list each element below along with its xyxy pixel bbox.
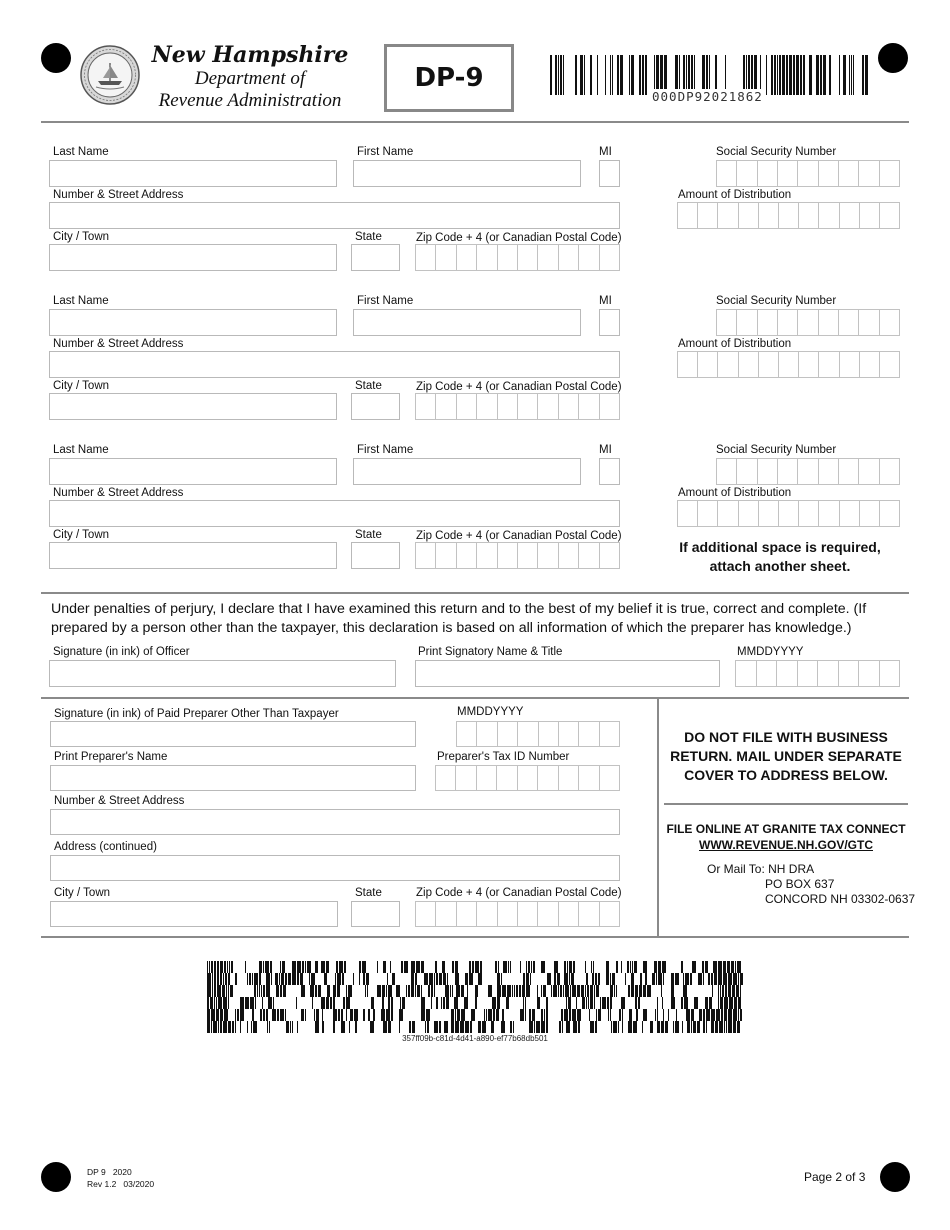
comb-cell [599,393,620,420]
address-below-notice: COVER TO ADDRESS BELOW. [684,767,888,783]
comb-cell [797,458,817,485]
preparer-street-field[interactable] [50,809,620,835]
comb-cell [558,765,578,791]
comb-cell [717,351,737,378]
comb-cell [578,721,598,747]
comb-cell [858,458,878,485]
comb-cell [736,160,756,187]
page-number: Page 2 of 3 [804,1170,866,1184]
comb-cell [677,202,697,229]
recipient-3-first-name-label: First Name [357,444,414,456]
comb-cell [716,458,736,485]
comb-cell [879,160,900,187]
vertical-divider [657,697,659,937]
recipient-3-last-name-field[interactable] [49,458,337,485]
recipient-2-last-name-field[interactable] [49,309,337,336]
comb-cell [717,202,737,229]
registration-mark [41,1162,71,1192]
gtc-link[interactable]: WWW.REVENUE.NH.GOV/GTC [699,838,873,852]
comb-cell [738,351,758,378]
comb-cell [599,901,620,927]
recipient-3-amount-field[interactable] [677,500,900,527]
comb-cell [858,660,879,687]
comb-cell [818,160,838,187]
comb-cell [879,202,900,229]
file-online-notice: FILE ONLINE AT GRANITE TAX CONNECT [666,822,906,836]
comb-cell [456,721,476,747]
comb-cell [879,500,900,527]
comb-cell [435,393,455,420]
mail-to-line: Or Mail To: NH DRA [707,862,815,876]
recipient-2-amount-field[interactable] [677,351,900,378]
comb-cell [818,309,838,336]
comb-cell [798,500,818,527]
comb-cell [716,160,736,187]
registration-mark [878,43,908,73]
comb-cell [818,202,838,229]
registration-mark [41,43,71,73]
recipient-1-ssn-label: Social Security Number [716,146,837,158]
mail-separate-notice: RETURN. MAIL UNDER SEPARATE [670,748,902,764]
recipient-2-first-name-label: First Name [357,295,414,307]
agency-department: Department of [194,68,306,89]
comb-cell [879,458,900,485]
preparer-name-field[interactable] [50,765,416,791]
comb-cell [476,721,496,747]
comb-cell [716,309,736,336]
comb-cell [757,458,777,485]
comb-cell [879,660,901,687]
comb-cell [558,393,578,420]
recipient-2-ssn-field[interactable] [716,309,900,336]
comb-cell [497,542,517,569]
recipient-1-ssn-field[interactable] [716,160,900,187]
comb-cell [476,393,496,420]
barcode-number: 000DP92021862 [652,89,763,104]
comb-cell [777,309,797,336]
preparer-date-field[interactable] [456,721,620,747]
recipient-3-first-name-field[interactable] [353,458,581,485]
recipient-1-mi-field[interactable] [599,160,620,187]
comb-cell [435,244,455,271]
comb-cell [735,660,756,687]
comb-cell [578,901,598,927]
recipient-1-last-name-field[interactable] [49,160,337,187]
comb-cell [599,244,620,271]
comb-cell [756,660,777,687]
recipient-2-street-label: Number & Street Address [53,338,184,350]
recipient-1-state-field[interactable] [351,244,400,271]
recipient-1-last-name-label: Last Name [53,146,109,158]
comb-cell [537,765,557,791]
comb-cell [496,765,516,791]
comb-cell [599,721,620,747]
registration-mark [880,1162,910,1192]
preparer-address-cont-field[interactable] [50,855,620,881]
comb-cell [517,721,537,747]
form-id-box [384,44,514,112]
preparer-zip-field[interactable] [415,901,620,927]
recipient-1-first-name-field[interactable] [353,160,581,187]
comb-cell [517,542,537,569]
comb-cell [476,901,496,927]
form-barcode [550,55,868,105]
section-divider [41,592,909,594]
comb-cell [818,500,838,527]
comb-cell [517,765,537,791]
preparer-state-field[interactable] [351,901,400,927]
signatory-name-label: Print Signatory Name & Title [418,646,563,658]
recipient-2-zip-label: Zip Code + 4 (or Canadian Postal Code) [416,381,622,393]
comb-cell [599,765,620,791]
recipient-2-street-field[interactable] [49,351,620,378]
comb-cell [415,901,435,927]
recipient-3-mi-field[interactable] [599,458,620,485]
officer-signature-field[interactable] [49,660,396,687]
comb-cell [818,351,838,378]
preparer-zip-label: Zip Code + 4 (or Canadian Postal Code) [416,887,622,899]
recipient-1-amount-field[interactable] [677,202,900,229]
comb-cell [839,351,859,378]
recipient-2-state-label: State [355,380,382,392]
comb-cell [415,393,435,420]
signatory-name-field[interactable] [415,660,720,687]
comb-cell [738,500,758,527]
recipient-3-last-name-label: Last Name [53,444,109,456]
data-barcode [207,961,743,1033]
perjury-declaration: Under penalties of perjury, I declare that I have examined this return and to the best of my belief it is true, correct and complete. (If prepared by a person other than the taxpayer, this declaration is based on all information of which the preparer has knowledge.) [51,601,867,636]
recipient-1-city-label: City / Town [53,231,110,243]
comb-cell [797,660,818,687]
comb-cell [859,351,879,378]
comb-cell [456,542,476,569]
comb-cell [777,458,797,485]
comb-cell [757,160,777,187]
recipient-3-street-field[interactable] [49,500,620,527]
recipient-2-state-field[interactable] [351,393,400,420]
recipient-2-first-name-field[interactable] [353,309,581,336]
recipient-2-amount-label: Amount of Distribution [678,338,792,350]
comb-cell [839,500,859,527]
comb-cell [476,765,496,791]
preparer-street-label: Number & Street Address [54,795,185,807]
comb-cell [578,542,598,569]
comb-cell [777,160,797,187]
comb-cell [776,660,797,687]
recipient-2-city-label: City / Town [53,380,110,392]
additional-space-note: If additional space is required, [679,539,881,555]
comb-cell [497,393,517,420]
preparer-state-label: State [355,887,382,899]
recipient-2-zip-field[interactable] [415,393,620,420]
comb-cell [879,351,900,378]
comb-cell [736,309,756,336]
recipient-1-zip-field[interactable] [415,244,620,271]
recipient-1-first-name-label: First Name [357,146,414,158]
recipient-2-mi-field[interactable] [599,309,620,336]
comb-cell [697,351,717,378]
comb-cell [797,160,817,187]
comb-cell [599,542,620,569]
comb-cell [758,500,778,527]
recipient-3-city-field[interactable] [49,542,337,569]
do-not-file-notice: DO NOT FILE WITH BUSINESS [684,729,888,745]
comb-cell [456,393,476,420]
comb-cell [578,244,598,271]
preparer-tax-id-label: Preparer's Tax ID Number [437,751,570,763]
comb-cell [578,765,598,791]
recipient-3-state-label: State [355,529,382,541]
comb-cell [736,458,756,485]
comb-cell [537,244,557,271]
preparer-city-field[interactable] [50,901,338,927]
preparer-signature-label: Signature (in ink) of Paid Preparer Other Than Taxpayer [54,708,339,720]
comb-cell [476,244,496,271]
recipient-2-ssn-label: Social Security Number [716,295,837,307]
state-seal-icon [80,45,140,105]
form-id: DP-9 [414,63,484,93]
recipient-3-street-label: Number & Street Address [53,487,184,499]
footer-revision: Rev 1.2 03/2020 [87,1179,155,1189]
data-barcode-id: 357ff09b-c81d-4d41-a890-ef77b68db501 [402,1034,548,1043]
comb-cell [838,458,858,485]
recipient-1-zip-label: Zip Code + 4 (or Canadian Postal Code) [416,232,622,244]
preparer-signature-field[interactable] [50,721,416,747]
comb-cell [858,309,878,336]
comb-cell [697,500,717,527]
preparer-tax-id-field[interactable] [435,765,620,791]
comb-cell [758,351,778,378]
comb-cell [838,309,858,336]
preparer-date-label: MMDDYYYY [457,706,524,718]
preparer-city-label: City / Town [54,887,111,899]
agency-state: New Hampshire [151,42,349,68]
comb-cell [538,721,558,747]
recipient-3-ssn-field[interactable] [716,458,900,485]
comb-cell [798,202,818,229]
comb-cell [558,901,578,927]
comb-cell [778,500,798,527]
comb-cell [818,458,838,485]
recipient-1-street-field[interactable] [49,202,620,229]
recipient-1-mi-label: MI [599,146,612,158]
comb-cell [717,500,737,527]
recipient-3-city-label: City / Town [53,529,110,541]
comb-cell [517,393,537,420]
recipient-3-ssn-label: Social Security Number [716,444,837,456]
comb-cell [758,202,778,229]
recipient-3-mi-label: MI [599,444,612,456]
comb-cell [517,901,537,927]
comb-cell [797,309,817,336]
recipient-1-amount-label: Amount of Distribution [678,189,792,201]
comb-cell [455,765,475,791]
recipient-3-amount-label: Amount of Distribution [678,487,792,499]
comb-cell [537,393,557,420]
comb-cell [757,309,777,336]
preparer-name-label: Print Preparer's Name [54,751,168,763]
preparer-address-cont-label: Address (continued) [54,841,157,853]
additional-space-note-2: attach another sheet. [709,558,851,574]
comb-cell [817,660,838,687]
section-divider [41,936,909,938]
comb-cell [558,542,578,569]
comb-cell [738,202,758,229]
recipient-2-mi-label: MI [599,295,612,307]
comb-cell [476,542,496,569]
officer-date-label: MMDDYYYY [737,646,804,658]
recipient-3-zip-field[interactable] [415,542,620,569]
comb-cell [558,721,578,747]
comb-cell [677,351,697,378]
comb-cell [578,393,598,420]
comb-cell [497,721,517,747]
notice-divider [664,803,908,805]
recipient-1-state-label: State [355,231,382,243]
comb-cell [778,351,798,378]
comb-cell [435,901,455,927]
recipient-1-street-label: Number & Street Address [53,189,184,201]
comb-cell [838,160,858,187]
comb-cell [517,244,537,271]
comb-cell [558,244,578,271]
comb-cell [879,309,900,336]
comb-cell [435,542,455,569]
header-divider [41,121,909,123]
comb-cell [778,202,798,229]
comb-cell [435,765,455,791]
comb-cell [859,500,879,527]
comb-cell [415,244,435,271]
mail-city: CONCORD NH 03302-0637 [765,892,916,906]
comb-cell [859,202,879,229]
officer-date-field[interactable] [735,660,900,687]
comb-cell [537,542,557,569]
comb-cell [858,160,878,187]
comb-cell [798,351,818,378]
officer-signature-label: Signature (in ink) of Officer [53,646,190,658]
recipient-2-last-name-label: Last Name [53,295,109,307]
footer-form-line: DP 9 2020 [87,1167,132,1177]
comb-cell [839,202,859,229]
comb-cell [497,244,517,271]
mail-po-box: PO BOX 637 [765,877,835,891]
recipient-3-zip-label: Zip Code + 4 (or Canadian Postal Code) [416,530,622,542]
comb-cell [537,901,557,927]
section-divider [41,697,909,699]
comb-cell [677,500,697,527]
recipient-1-city-field[interactable] [49,244,337,271]
comb-cell [697,202,717,229]
comb-cell [456,244,476,271]
recipient-2-city-field[interactable] [49,393,337,420]
comb-cell [456,901,476,927]
comb-cell [838,660,859,687]
comb-cell [497,901,517,927]
agency-administration: Revenue Administration [158,90,342,111]
recipient-3-state-field[interactable] [351,542,400,569]
comb-cell [415,542,435,569]
